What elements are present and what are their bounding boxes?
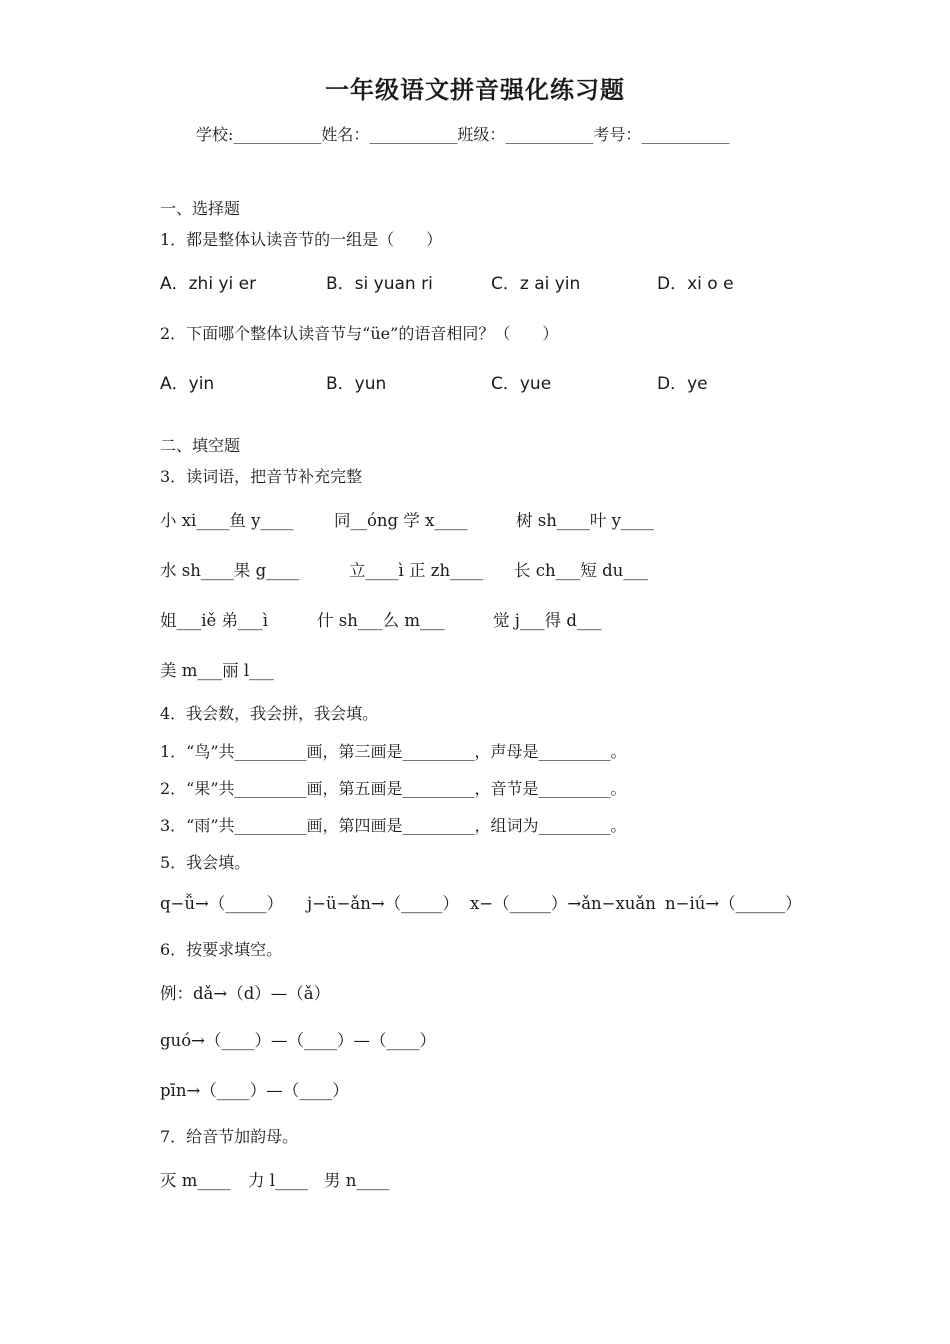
- q4-line-2: 2．“果”共_________画，第五画是_________，音节是_________。: [160, 779, 627, 798]
- q1-option-b: B．si yuan ri: [326, 274, 433, 294]
- q6-line-1: guó→（____）—（____）—（____）: [160, 1031, 436, 1050]
- q3-item: 同__óng 学 x____: [334, 511, 468, 530]
- q2-option-b: B．yun: [326, 374, 387, 394]
- q6-example: 例：dǎ→（d）—（ǎ）: [160, 984, 331, 1003]
- q5-item: n−iú→（______）: [665, 894, 802, 913]
- q3-item: 树 sh____叶 y____: [516, 511, 654, 530]
- q1-option-d: D．xi o e: [657, 274, 734, 294]
- question-4-stem: 4．我会数，我会拼，我会填。: [160, 704, 379, 723]
- q2-option-c: C．yue: [491, 374, 552, 394]
- q3-item: 长 ch___短 du___: [514, 561, 649, 580]
- student-info-line: 学校:___________姓名：___________班级：___________考号：___________: [196, 125, 730, 144]
- q6-line-2: pīn→（____）—（____）: [160, 1081, 349, 1100]
- page-title: 一年级语文拼音强化练习题: [325, 75, 625, 104]
- q5-item: j−ü−ǎn→（_____）: [307, 894, 459, 913]
- section-heading-fill: 二、填空题: [160, 436, 241, 455]
- q1-option-a: A．zhi yi er: [160, 274, 257, 294]
- q7-item: 灭 m____: [160, 1171, 231, 1190]
- question-1-stem: 1．都是整体认读音节的一组是（ ）: [160, 230, 443, 249]
- question-6-stem: 6．按要求填空。: [160, 940, 283, 959]
- q3-item: 立____ì 正 zh____: [349, 561, 484, 580]
- question-5-stem: 5．我会填。: [160, 853, 251, 872]
- q2-option-d: D．ye: [657, 374, 708, 394]
- question-3-stem: 3．读词语，把音节补充完整: [160, 467, 363, 486]
- q5-item: q−ǚ→（_____）: [160, 894, 284, 913]
- q7-item: 男 n____: [324, 1171, 390, 1190]
- q2-option-a: A．yin: [160, 374, 215, 394]
- section-heading-choice: 一、选择题: [160, 199, 241, 218]
- question-2-stem: 2．下面哪个整体认读音节与“üe”的语音相同？（ ）: [160, 324, 559, 343]
- q3-item: 觉 j___得 d___: [493, 611, 602, 630]
- q3-item: 姐___iě 弟___ì: [160, 611, 269, 630]
- q3-item: 什 sh___么 m___: [317, 611, 445, 630]
- q4-line-1: 1．“鸟”共_________画，第三画是_________，声母是_________。: [160, 742, 627, 761]
- question-7-stem: 7．给音节加韵母。: [160, 1127, 299, 1146]
- q1-option-c: C．z ai yin: [491, 274, 581, 294]
- q7-item: 力 l____: [248, 1171, 309, 1190]
- q5-item: x−（_____）→ǎn−xuǎn: [470, 894, 656, 913]
- q4-line-3: 3．“雨”共_________画，第四画是_________，组词为_________。: [160, 816, 627, 835]
- q3-item: 小 xi____鱼 y____: [160, 511, 294, 530]
- q3-item: 美 m___丽 l___: [160, 661, 274, 680]
- q3-item: 水 sh____果 g____: [160, 561, 300, 580]
